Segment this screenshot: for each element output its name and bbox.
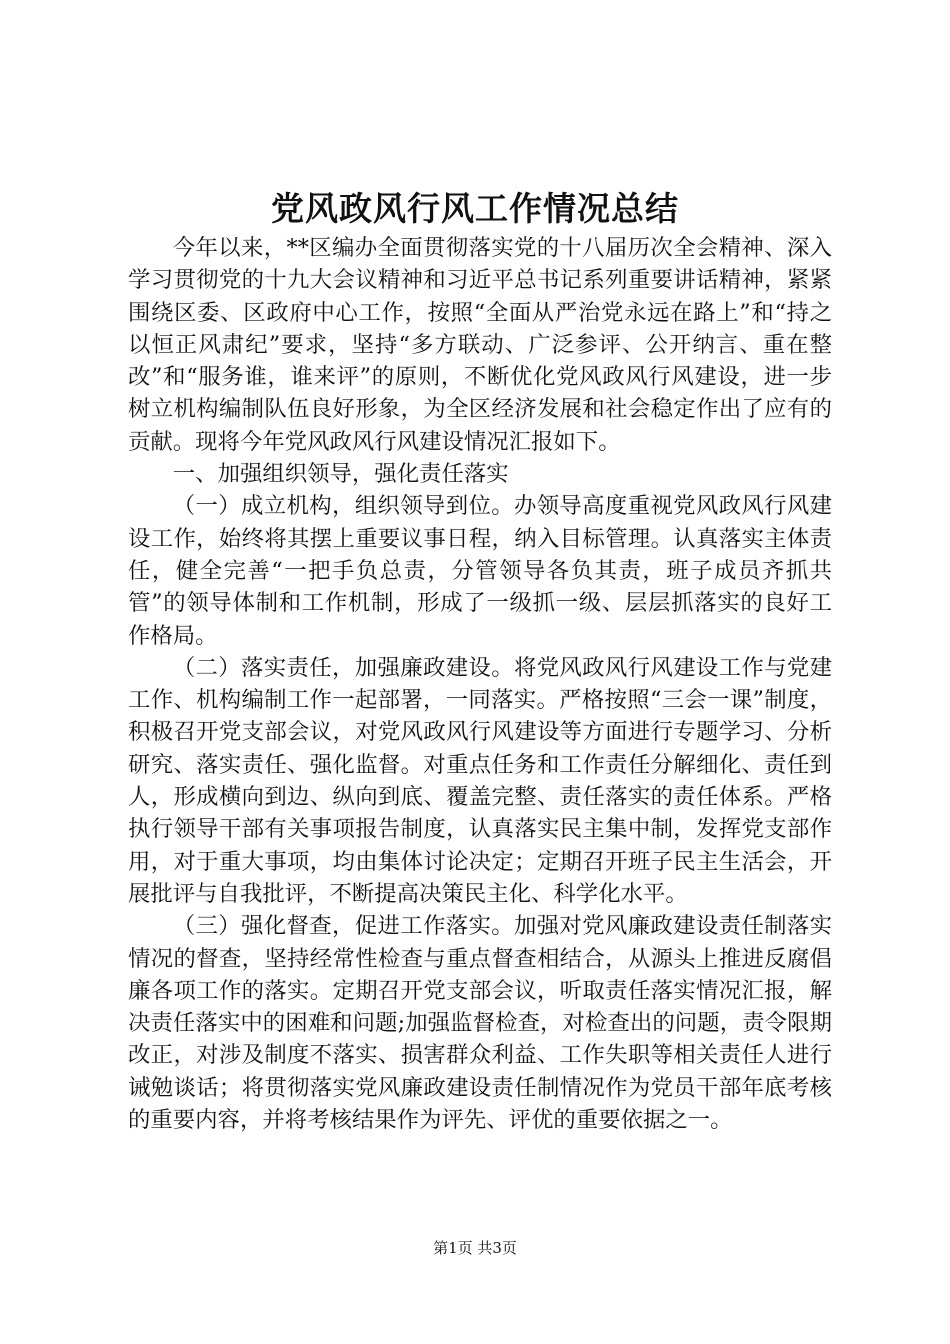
section-heading-1: 一、加强组织领导，强化责任落实 <box>172 461 509 488</box>
page-footer: 第1页 共3页 <box>433 1239 517 1257</box>
paragraph-item-1: （一）成立机构，组织领导到位。办领导高度重视党风政风行风建设工作，始终将其摆上重要议事日程，纳入目标管理。认真落实主体责任，健全完善“一把手负总责，分管领导各负其责，班子成员齐抓共管”的领导体制和工作机制，形成了一级抓一级、层层抓落实的良好工作格局。 <box>128 493 832 649</box>
paragraph-item-3: （三）强化督查，促进工作落实。加强对党风廉政建设责任制落实情况的督查，坚持经常性检查与重点督查相结合，从源头上推进反腐倡廉各项工作的落实。定期召开党支部会议，听取责任落实情况汇报，解决责任落实中的困难和问题;加强监督检查，对检查出的问题，责令限期改正，对涉及制度不落实、损害群众利益、工作失职等相关责任人进行诫勉谈话；将贯彻落实党风廉政建设责任制情况作为党员干部年底考核的重要内容，并将考核结果作为评先、评优的重要依据之一。 <box>128 913 832 1134</box>
paragraph-intro: 今年以来，**区编办全面贯彻落实党的十八届历次全会精神、深入学习贯彻党的十九大会议精神和习近平总书记系列重要讲话精神，紧紧围绕区委、区政府中心工作，按照“全面从严治党永远在路上”和“持之以恒正风肃纪”要求，坚持“多方联动、广泛参评、公开纳言、重在整改”和“服务谁，谁来评”的原则，不断优化党风政风行风建设，进一步树立机构编制队伍良好形象，为全区经济发展和社会稳定作出了应有的贡献。现将今年党风政风行风建设情况汇报如下。 <box>128 235 832 455</box>
document-body <box>128 232 832 1136</box>
paragraph-item-2: （二）落实责任，加强廉政建设。将党风政风行风建设工作与党建工作、机构编制工作一起部署，一同落实。严格按照“三会一课”制度，积极召开党支部会议，对党风政风行风建设等方面进行专题学习、分析研究、落实责任、强化监督。对重点任务和工作责任分解细化、责任到人，形成横向到边、纵向到底、覆盖完整、责任落实的责任体系。严格执行领导干部有关事项报告制度，认真落实民主集中制，发挥党支部作用，对于重大事项，均由集体讨论决定；定期召开班子民主生活会，开展批评与自我批评，不断提高决策民主化、科学化水平。 <box>128 654 832 907</box>
document-title: 党风政风行风工作情况总结 <box>271 189 679 228</box>
